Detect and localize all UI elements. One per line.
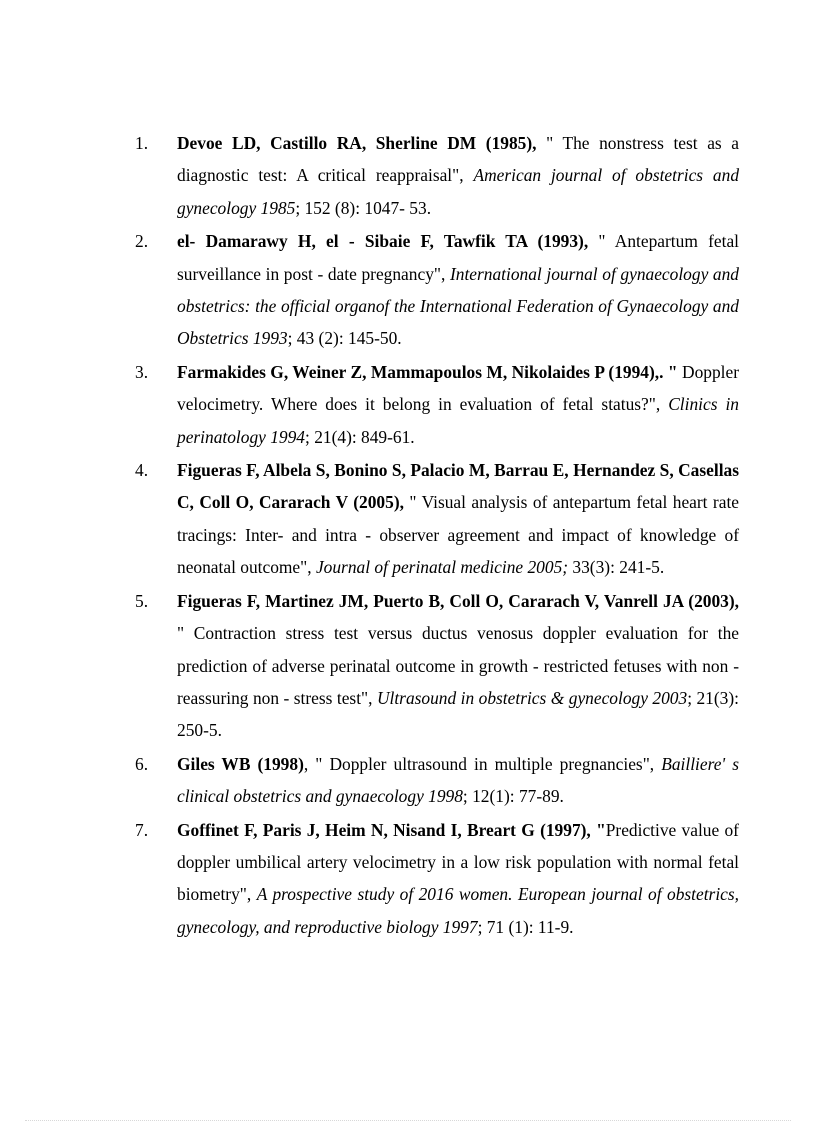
reference-details: 33(3): 241-5. bbox=[568, 557, 665, 578]
reference-details: ; 21(3): 250-5. bbox=[177, 687, 739, 741]
reference-number: 3. bbox=[135, 361, 149, 382]
reference-journal: Bailliere' s clinical obstetrics and gynaecology 1998 bbox=[177, 753, 739, 807]
reference-authors: Goffinet F, Paris J, Heim N, Nisand I, Breart G (1997), " bbox=[177, 819, 606, 840]
reference-item bbox=[0, 748, 739, 813]
reference-number: 2. bbox=[135, 231, 149, 252]
reference-item bbox=[0, 127, 739, 224]
reference-authors: Figueras F, Albela S, Bonino S, Palacio M, Barrau E, Hernandez S, Casellas C, Coll O, Cararach V (2005), bbox=[177, 460, 739, 513]
reference-item bbox=[0, 225, 739, 355]
reference-number: 4. bbox=[135, 460, 149, 481]
reference-title: , " Doppler ultrasound in multiple pregnancies", bbox=[303, 753, 662, 774]
reference-item bbox=[0, 814, 739, 944]
reference-details: ; 71 (1): 11-9. bbox=[477, 916, 574, 937]
reference-journal: American journal of obstetrics and gynecology 1985 bbox=[177, 165, 740, 218]
reference-details: ; 152 (8): 1047- 53. bbox=[295, 197, 432, 218]
reference-journal: Ultrasound in obstetrics & gynecology 2003 bbox=[376, 687, 688, 708]
reference-authors: el- Damarawy H, el - Sibaie F, Tawfik TA (1993), bbox=[177, 231, 589, 252]
reference-authors: Farmakides G, Weiner Z, Mammapoulos M, Nikolaides P (1994),. " bbox=[177, 361, 678, 382]
reference-authors: Figueras F, Martinez JM, Puerto B, Coll O, Cararach V, Vanrell JA (2003), bbox=[177, 590, 739, 611]
reference-title: " Visual analysis of antepartum fetal heart rate tracings: Inter- and intra - observer agreement and impact of knowledge of neonatal outcome", bbox=[177, 492, 739, 578]
reference-authors: Devoe LD, Castillo RA, Sherline DM (1985), bbox=[177, 133, 537, 153]
reference-title: " Contraction stress test versus ductus venosus doppler evaluation for the prediction of adverse perinatal outcome in growth - restricted fetuses with non - reassuring non - stress test", bbox=[177, 623, 739, 708]
reference-number: 7. bbox=[135, 819, 149, 840]
reference-item bbox=[0, 454, 739, 584]
reference-journal: Clinics in perinatology 1994 bbox=[177, 394, 739, 447]
reference-number: 6. bbox=[135, 753, 149, 774]
reference-title: " Antepartum fetal surveillance in post - date pregnancy", bbox=[177, 231, 739, 284]
page-bottom-divider bbox=[25, 1120, 791, 1121]
reference-item bbox=[0, 356, 739, 453]
reference-number: 1. bbox=[135, 133, 149, 153]
reference-journal: International journal of gynaecology and obstetrics: the official organof the International Federation of Gynaecology and Obstetrics 1993 bbox=[177, 263, 740, 349]
reference-title: " The nonstress test as a diagnostic test: A critical reappraisal", bbox=[177, 133, 739, 186]
reference-details: ; 12(1): 77-89. bbox=[462, 786, 564, 807]
reference-list bbox=[0, 127, 816, 944]
reference-journal: A prospective study of 2016 women. European journal of obstetrics, gynecology, and reproductive biology 1997 bbox=[177, 884, 739, 937]
reference-number: 5. bbox=[135, 590, 149, 611]
reference-details: ; 43 (2): 145-50. bbox=[287, 328, 402, 349]
reference-title: Doppler velocimetry. Where does it belong in evaluation of fetal status?", bbox=[177, 361, 739, 415]
reference-authors: Giles WB (1998) bbox=[177, 753, 304, 774]
reference-item bbox=[0, 585, 739, 747]
reference-title: Predictive value of doppler umbilical artery velocimetry in a low risk population with normal fetal biometry", bbox=[177, 819, 739, 905]
reference-details: ; 21(4): 849-61. bbox=[305, 426, 415, 447]
reference-journal: Journal of perinatal medicine 2005; bbox=[315, 557, 569, 578]
